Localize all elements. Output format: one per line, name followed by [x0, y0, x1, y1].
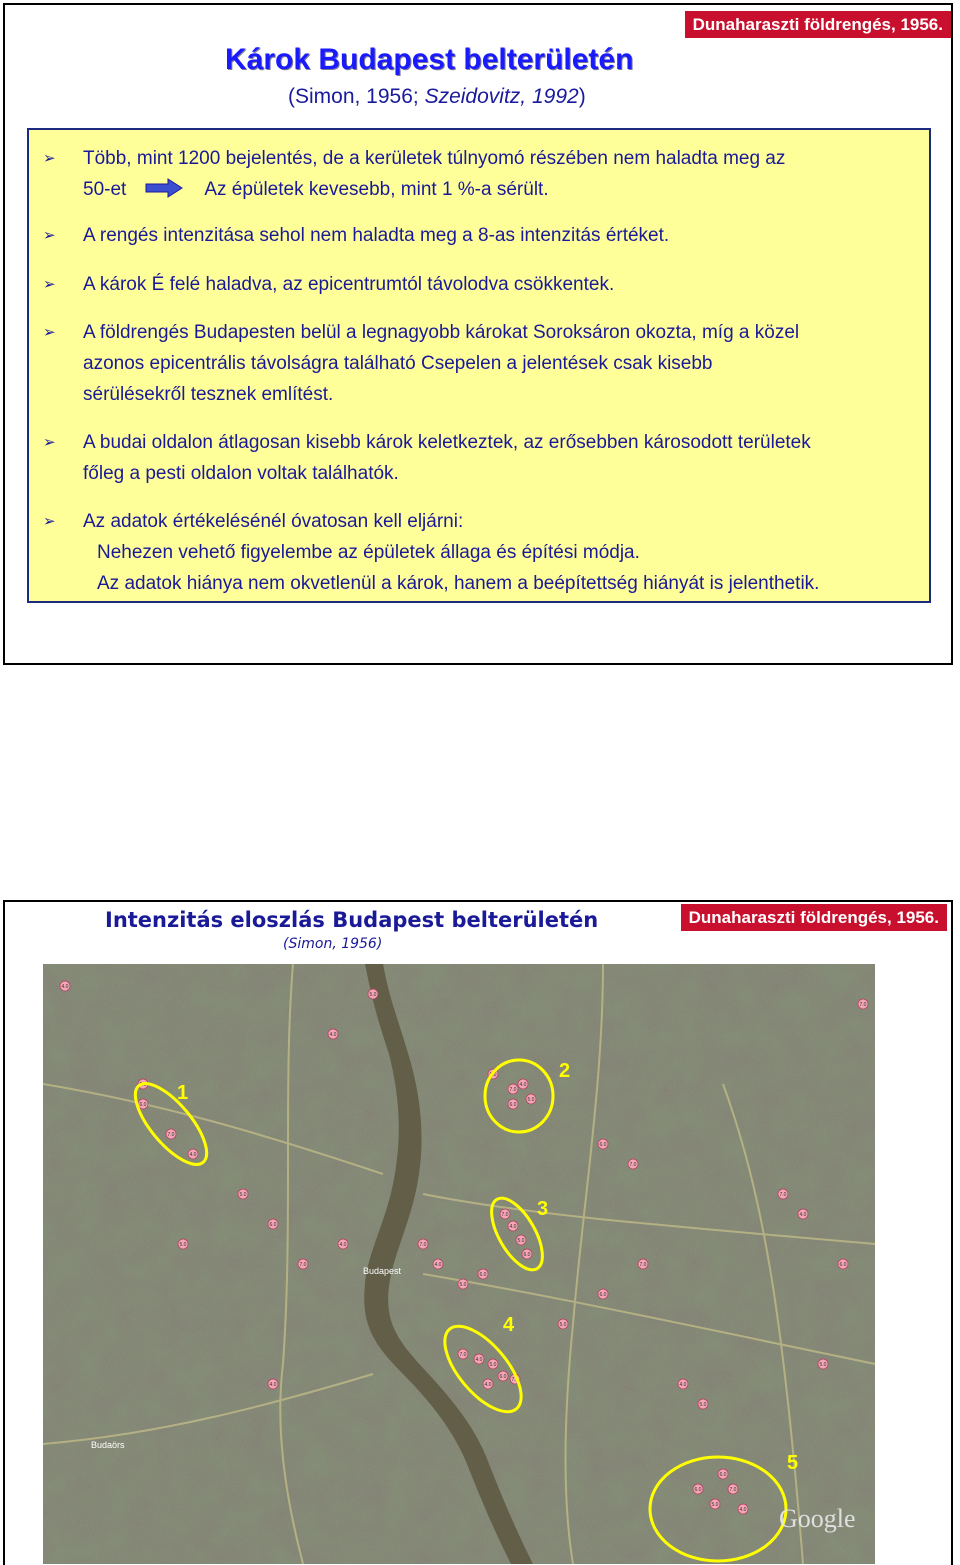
marker-value: 6.0 [269, 1221, 277, 1228]
slide-damage-summary [3, 3, 953, 665]
marker-value: 6.0 [479, 1271, 487, 1278]
marker-value: 7.0 [779, 1191, 787, 1198]
zone-label-2: 2 [559, 1060, 571, 1082]
marker-value: 4.0 [739, 1506, 747, 1513]
marker-value: 4.0 [799, 1211, 807, 1218]
slide-subtitle: (Simon, 1956) [283, 936, 383, 952]
google-watermark: Google [779, 1504, 856, 1533]
slide-intensity-map [3, 900, 953, 1565]
marker-value: 5.0 [139, 1081, 147, 1088]
bullet-line: A károk É felé haladva, az epicentrumtól távolodva csökkentek. [83, 274, 615, 295]
satellite-map [43, 964, 875, 1564]
marker-value: 4.0 [339, 1241, 347, 1248]
marker-value: 5.0 [369, 991, 377, 998]
marker-value: 7.0 [509, 1086, 517, 1093]
event-tag: Dunaharaszti földrengés, 1956. [685, 11, 951, 38]
bullet-line: A földrengés Budapesten belül a legnagyobb károkat Soroksáron okozta, míg a közel [83, 322, 800, 343]
marker-value: 4.0 [189, 1151, 197, 1158]
zone-label-1: 1 [177, 1082, 189, 1104]
event-tag: Dunaharaszti földrengés, 1956. [681, 904, 947, 931]
bullet-text [83, 143, 785, 205]
marker-value: 7.0 [729, 1486, 737, 1493]
marker-value: 6.0 [509, 1101, 517, 1108]
zone-label-3: 3 [537, 1198, 549, 1220]
bullet-line: A rengés intenzitása sehol nem haladta meg a 8-as intenzitás értéket. [83, 225, 670, 246]
subtitle-italic-ref: Szeidovitz, 1992 [424, 85, 579, 108]
bullet-line: Nehezen vehető figyelembe az épületek állaga és építési módja. [97, 542, 640, 563]
marker-value: 7.0 [639, 1261, 647, 1268]
marker-value: 4.0 [329, 1031, 337, 1038]
bullet-arrow-icon: ➢ [43, 276, 56, 293]
map-image [43, 964, 875, 1564]
bullet-arrow-icon: ➢ [43, 227, 56, 244]
marker-value: 5.0 [711, 1501, 719, 1508]
bullet-text [83, 427, 811, 489]
marker-value: 4.0 [484, 1381, 492, 1388]
bullet-line-part: Az épületek kevesebb, mint 1 %-a sérült. [204, 179, 549, 200]
zone-label-5: 5 [787, 1452, 799, 1474]
marker-value: 6.0 [489, 1071, 497, 1078]
right-arrow-icon [144, 178, 184, 198]
bullet-line: azonos epicentrális távolságra található Csepelen a jelentések csak kisebb [83, 353, 713, 374]
marker-value: 6.0 [839, 1261, 847, 1268]
marker-value: 4.0 [679, 1381, 687, 1388]
zone-label-4: 4 [503, 1314, 515, 1336]
marker-value: 6.0 [599, 1291, 607, 1298]
marker-value: 7.0 [167, 1131, 175, 1138]
subtitle-close: ) [578, 85, 586, 108]
bullet-line-part: 50-et [83, 179, 127, 200]
bullet-panel [27, 128, 931, 603]
bullet-text [83, 506, 819, 599]
marker-value: 6.0 [599, 1141, 607, 1148]
marker-value: 5.0 [527, 1096, 535, 1103]
place-label-budaors: Budaörs [91, 1440, 125, 1450]
bullet-line: A budai oldalon átlagosan kisebb károk keletkeztek, az erősebben károsodott területek [83, 432, 811, 453]
bullet-line: Az adatok értékelésénél óvatosan kell eljárni: [83, 511, 464, 532]
bullet-text [83, 269, 614, 300]
bullet-line: Több, mint 1200 bejelentés, de a kerületek túlnyomó részében nem haladta meg az [83, 148, 786, 169]
bullet-line [83, 174, 785, 205]
marker-value: 5.0 [179, 1241, 187, 1248]
marker-value: 6.0 [499, 1373, 507, 1380]
marker-value: 7.0 [299, 1261, 307, 1268]
slide-subtitle [288, 85, 586, 109]
map-urban-texture [43, 964, 875, 1564]
marker-value: 6.0 [523, 1251, 531, 1258]
slide-title: Intenzitás eloszlás Budapest belterületén [105, 908, 599, 932]
marker-value: 7.0 [419, 1241, 427, 1248]
marker-value: 4.0 [519, 1081, 527, 1088]
marker-value: 7.0 [511, 1376, 519, 1383]
marker-value: 5.0 [517, 1237, 525, 1244]
place-label-budapest: Budapest [363, 1266, 402, 1276]
marker-value: 5.0 [819, 1361, 827, 1368]
marker-value: 5.0 [489, 1361, 497, 1368]
marker-value: 4.0 [475, 1356, 483, 1363]
marker-value: 7.0 [459, 1351, 467, 1358]
bullet-arrow-icon: ➢ [43, 324, 56, 341]
marker-value: 7.0 [629, 1161, 637, 1168]
bullet-text [83, 317, 799, 410]
slide-title: Károk Budapest belterületén [225, 43, 634, 76]
marker-value: 7.0 [501, 1211, 509, 1218]
bullet-line: Az adatok hiánya nem okvetlenül a károk, hanem a beépítettség hiányát is jelenthetik. [97, 573, 820, 594]
marker-value: 5.0 [559, 1321, 567, 1328]
marker-value: 4.0 [269, 1381, 277, 1388]
marker-value: 4.0 [509, 1223, 517, 1230]
marker-value: 5.0 [239, 1191, 247, 1198]
marker-value: 5.0 [459, 1281, 467, 1288]
marker-value: 4.0 [434, 1261, 442, 1268]
subtitle-authors: (Simon, 1956; [288, 85, 425, 108]
marker-value: 7.0 [859, 1001, 867, 1008]
marker-value: 4.0 [61, 983, 69, 990]
bullet-arrow-icon: ➢ [43, 434, 56, 451]
bullet-arrow-icon: ➢ [43, 513, 56, 530]
marker-value: 5.0 [699, 1401, 707, 1408]
marker-value: 6.0 [139, 1101, 147, 1108]
bullet-arrow-icon: ➢ [43, 150, 56, 167]
bullet-line: főleg a pesti oldalon voltak találhatók. [83, 463, 399, 484]
marker-value: 6.0 [694, 1486, 702, 1493]
bullet-line: sérülésekről tesznek említést. [83, 384, 334, 405]
bullet-text [83, 220, 669, 251]
marker-value: 6.0 [719, 1471, 727, 1478]
